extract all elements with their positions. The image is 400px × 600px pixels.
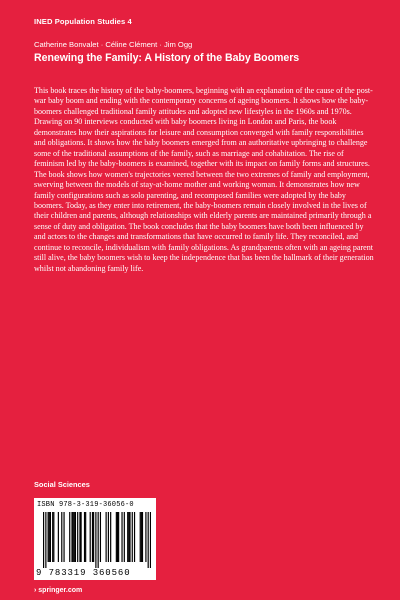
series-name: INED Population Studies 4 (34, 17, 132, 26)
barcode-guard-bar (43, 512, 44, 568)
barcode-bar (77, 512, 78, 562)
barcode-bar (81, 512, 82, 562)
barcode-bars (43, 512, 151, 568)
barcode-bar (61, 512, 62, 562)
barcode-bar (73, 512, 74, 562)
barcode-guard-bar (148, 512, 149, 568)
barcode-bar (129, 512, 130, 562)
barcode-bar (110, 512, 111, 562)
author-list: Catherine Bonvalet · Céline Clément · Jim Ogg (34, 40, 193, 49)
barcode-guard-bar (95, 512, 96, 568)
barcode-bar (134, 512, 135, 562)
barcode-bar (48, 512, 49, 562)
barcode-bar (140, 512, 141, 562)
barcode-guard-bar (45, 512, 46, 568)
book-description: This book traces the history of the baby-boomers, beginning with an explanation of the cause of the post-war baby boom and ending with the contemporary concerns of ageing boomers. It shows how the baby-boomers challenged traditional family attitudes and adopted new lifestyles in the 1960s and 1970s. Drawing on 90 interviews conducted with baby boomers living in London and Paris, the book demonstrates how their aspirations for leisure and consumption converged with family responsibilities and obligations. It shows how the baby boomers emerged from an authoritative upbringing to challenge some of the traditional assumptions of the family, such as marriage and cohabitation. The rise of feminism led by the baby-boomers is examined, together with its impact on family forms and structures. The book shows how women's trajectories veered between the two extremes of family and employment, swerving between the models of stay-at-home mother and working woman. It demonstrates how new family configurations such as solo parenting, and recomposed families were adopted by the baby boomers. Today, as they enter into retirement, the baby-boomers remain closely involved in the lives of their children and parents, although relationships with elderly parents are maintained primarily through a sense of duty and obligation. The book concludes that the baby boomers have both been influenced by and actors to the changes and transformations that have occurred to family life. They reconciled, and continue to reconcile, individualism with family obligations. As grandparents often with an ageing parent still alive, the baby boomers wish to keep the independence that has been the hallmark of their generation whilst not abandoning family life. (34, 86, 374, 273)
barcode-bar (141, 512, 142, 562)
barcode-bar (75, 512, 76, 562)
barcode-bar (145, 512, 146, 562)
barcode-bar (85, 512, 86, 562)
barcode-bar (127, 512, 128, 562)
barcode-bar (118, 512, 119, 562)
barcode-bar (53, 512, 54, 562)
barcode-digits: 9 783319 360560 (36, 568, 131, 578)
barcode-bar (106, 512, 107, 562)
barcode-bar (116, 512, 117, 562)
barcode-bar (69, 512, 70, 562)
barcode-bar (93, 512, 94, 562)
barcode-bar (49, 512, 50, 562)
isbn-barcode (34, 498, 156, 580)
barcode-bar (90, 512, 91, 562)
barcode-bar (71, 512, 72, 562)
barcode-bar (79, 512, 80, 562)
barcode-bar (124, 512, 125, 562)
barcode-bar (142, 512, 143, 562)
barcode-bar (100, 512, 101, 562)
barcode-bar (121, 512, 122, 562)
barcode-guard-bar (150, 512, 151, 568)
barcode-bar (84, 512, 85, 562)
barcode-bar (74, 512, 75, 562)
barcode-bar (117, 512, 118, 562)
book-title: Renewing the Family: A History of the Baby Boomers (34, 52, 300, 64)
publisher-website: › springer.com (34, 587, 83, 594)
barcode-guard-bar (98, 512, 99, 568)
barcode-bar (128, 512, 129, 562)
barcode-bar (52, 512, 53, 562)
barcode-bar (92, 512, 93, 562)
barcode-bar (58, 512, 59, 562)
barcode-bar (50, 512, 51, 562)
isbn-label: ISBN 978-3-319-36056-0 (37, 501, 134, 509)
barcode-bar (132, 512, 133, 562)
barcode-bar (63, 512, 64, 562)
barcode-bar (108, 512, 109, 562)
subject-category: Social Sciences (34, 480, 90, 489)
